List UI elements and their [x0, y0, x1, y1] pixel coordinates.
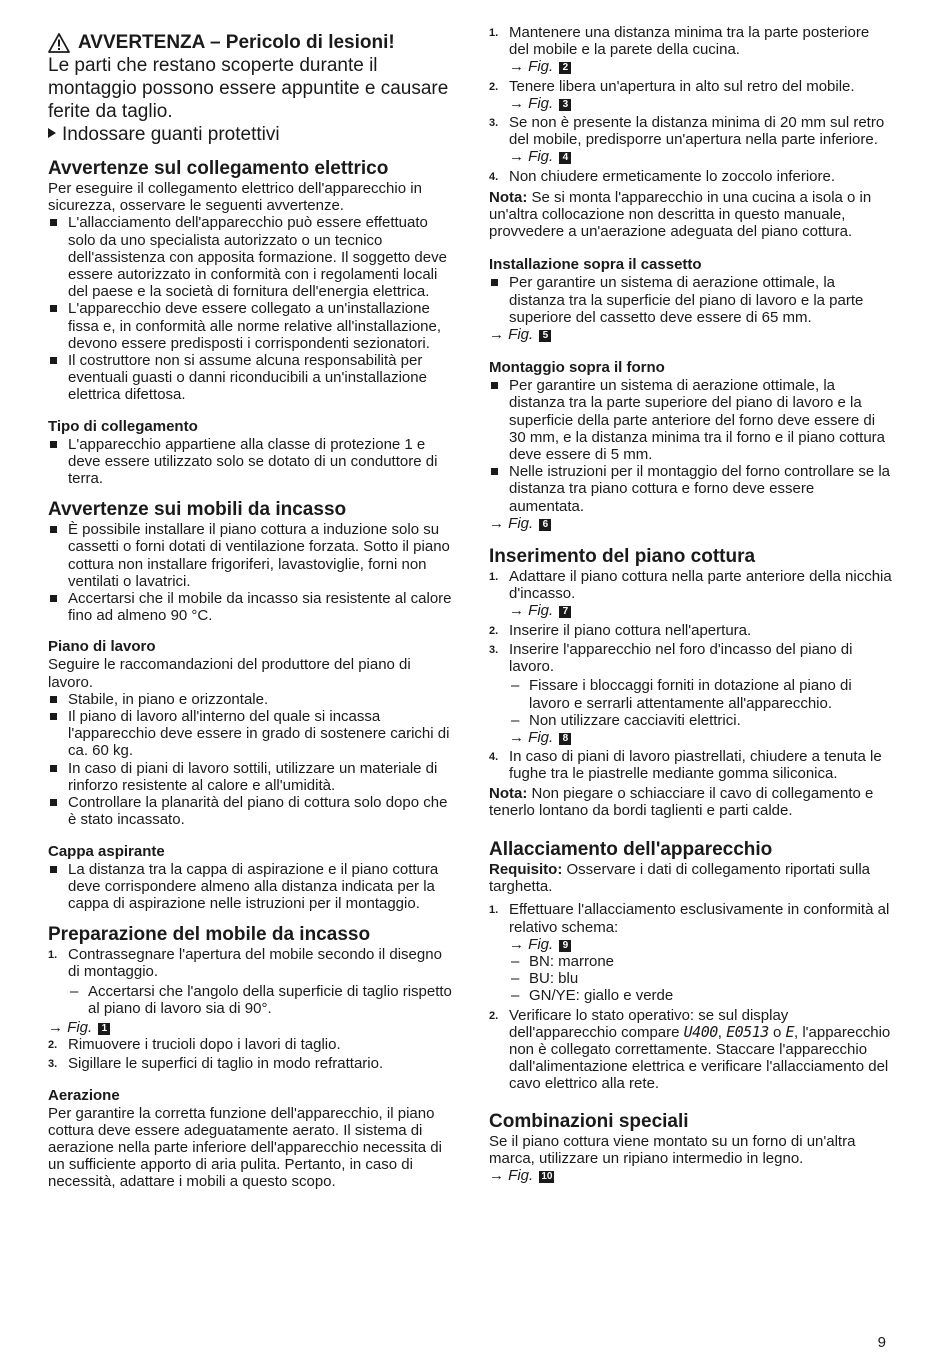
requirement-paragraph [489, 861, 893, 895]
step-item [489, 168, 893, 185]
preparazione-steps-cont [48, 1036, 452, 1072]
sub-item: – GN/YE: giallo e verde [509, 987, 893, 1004]
note-label: Nota: [489, 784, 528, 802]
step-text: Effettuare l'allacciamento esclusivamente in conformità al relativo schema: [509, 901, 890, 936]
elettrico-intro: Per eseguire il collegamento elettrico dell'apparecchio in sicurezza, osservare le seguenti avvertenze. [48, 180, 422, 215]
display-code: E0513 [726, 1022, 769, 1041]
mobili-list [48, 521, 452, 624]
warning-title: AVVERTENZA – Pericolo di lesioni! [78, 32, 395, 53]
step-text: Mantenere una distanza minima tra la parte posteriore del mobile e la parete della cucina. [509, 24, 870, 59]
step-item [48, 946, 452, 1017]
heading-allacciamento: Allacciamento dell'apparecchio [489, 838, 773, 860]
heading-cappa: Cappa aspirante [48, 842, 165, 860]
heading-tipo: Tipo di collegamento [48, 417, 198, 435]
heading-piano-lavoro: Piano di lavoro [48, 638, 156, 656]
warning-heading [48, 32, 452, 54]
figure-number: 2 [559, 62, 571, 74]
figure-number: 3 [559, 99, 571, 111]
warning-text: Le parti che restano scoperte durante il montaggio possono essere appuntite e causare ferite da taglio. [48, 55, 449, 122]
step-text: Tenere libera un'apertura in alto sul retro del mobile. [509, 77, 855, 95]
step-number: 1. [489, 27, 499, 39]
list-item: Controllare la planarità del piano di cottura solo dopo che è stato incassato. [48, 794, 452, 828]
heading-combinazioni: Combinazioni speciali [489, 1110, 689, 1132]
or-word: o [772, 1023, 782, 1041]
step-number: 2. [489, 624, 499, 637]
step-item: 2. Verificare lo stato operativo: se sul display dell'apparecchio compare U400, E0513 o E, l'apparecchio non è collegato correttamente. Staccare l'apparecchio dall'alimentazione elettrica e verificare l'allacciamento del cavo elettrico alla rete. [489, 1006, 891, 1093]
piano-lavoro-list [48, 691, 452, 829]
allacciamento-steps [489, 901, 893, 1092]
figure-reference: → Fig. 1 [48, 1019, 452, 1036]
display-code: U400 [683, 1022, 718, 1041]
figure-reference: → Fig. 7 [509, 602, 893, 619]
step-text: Sigillare le superfici di taglio in modo refrattario. [68, 1055, 384, 1073]
step-number: 2. [48, 1039, 58, 1052]
heading-preparazione: Preparazione del mobile da incasso [48, 924, 371, 946]
figure-number: 5 [539, 330, 551, 342]
figure-reference: → Fig. 8 [509, 729, 893, 746]
step-item [489, 622, 893, 639]
list-item: Per garantire un sistema di aerazione ottimale, la distanza tra la parte superiore del piano di lavoro e la superficie della parte anteriore del forno deve essere di 30 mm, e la distanza minima tra il forno e il piano cottura deve essere di 5 mm. [489, 377, 893, 463]
step-number: 4. [489, 170, 499, 183]
figure-reference: → Fig. 5 [489, 326, 893, 343]
step-text: Se non è presente la distanza minima di 20 mm sul retro del mobile, predisporre un'apertura nella parte inferiore. [509, 114, 885, 149]
step-text: Adattare il piano cottura nella parte anteriore della nicchia d'incasso. [509, 568, 892, 603]
note-text: Se si monta l'apparecchio in una cucina a isola o in un'altra collocazione non descritta in questo manuale, provvedere a un'aerazione adeguata del piano cottura. [489, 188, 872, 241]
list-item: È possibile installare il piano cottura a induzione solo su cassetti o forni dotati di ventilazione forzata. Sotto il piano cottura non installare frigoriferi, lavastoviglie, forni non ventilati o lavatrici. [48, 521, 452, 590]
cassetto-list [489, 274, 893, 326]
heading-aerazione: Aerazione [48, 1086, 120, 1104]
step-item [489, 114, 893, 166]
aerazione-steps [489, 24, 893, 185]
heading-cassetto: Installazione sopra il cassetto [489, 256, 702, 274]
list-item: In caso di piani di lavoro sottili, utilizzare un materiale di rinforzo resistente al calore e all'umidità. [48, 760, 452, 794]
note-paragraph [489, 785, 893, 819]
list-item: Accertarsi che il mobile da incasso sia resistente al calore fino ad almeno 90 °C. [48, 590, 452, 624]
step-number: 2. [489, 1009, 499, 1022]
requirement-text: Osservare i dati di collegamento riportati sulla targhetta. [489, 860, 870, 896]
step-number: 1. [489, 904, 499, 917]
step-item [489, 641, 893, 746]
figure-reference: → Fig. 4 [509, 148, 893, 165]
step-text: Inserire l'apparecchio nel foro d'incasso del piano di lavoro. [509, 640, 853, 676]
note-text: Non piegare o schiacciare il cavo di collegamento e tenerlo lontano da bordi taglienti e parti calde. [489, 784, 874, 819]
figure-number: 10 [541, 1170, 553, 1182]
inserimento-steps [489, 568, 893, 782]
forno-list [489, 377, 893, 515]
step-number: 3. [48, 1058, 58, 1071]
requirement-label: Requisito: [489, 860, 563, 878]
note-label: Nota: [489, 188, 528, 206]
figure-reference: → Fig. 2 [509, 58, 893, 75]
sub-list [509, 953, 893, 1005]
figure-reference: → Fig. 6 [489, 515, 893, 532]
step-text: In caso di piani di lavoro piastrellati, chiudere a tenuta le fughe tra le piastrelle mediante gomma siliconica. [509, 748, 882, 783]
step-item [489, 78, 893, 112]
heading-inserimento: Inserimento del piano cottura [489, 546, 756, 568]
sub-item: – BU: blu [509, 970, 893, 987]
sub-list [509, 677, 893, 729]
list-item: L'allacciamento dell'apparecchio può essere effettuato solo da uno specialista autorizzato o un tecnico dell'assistenza con apposita formazione. Il soggetto deve essere autorizzato in conformità con i regolamenti locali del paese e la società di fornitura dell'energia elettrica. [48, 214, 452, 300]
combinazioni-text: Se il piano cottura viene montato su un forno di un'altra marca, utilizzare un ripiano intermedio in legno. [489, 1132, 856, 1167]
step-text: Contrassegnare l'apertura del mobile secondo il disegno di montaggio. [68, 946, 442, 981]
aerazione-text: Per garantire la corretta funzione dell'apparecchio, il piano cottura deve essere adeguatamente aerato. Il sistema di aerazione nella parte inferiore dell'apparecchio necessita di un sufficiente apporto di aria pulita. Pertanto, in caso di necessità, adattare i mobili a questo scopo. [48, 1104, 442, 1191]
heading-elettrico: Avvertenze sul collegamento elettrico [48, 158, 389, 179]
step-text: Non chiudere ermeticamente lo zoccolo inferiore. [509, 167, 835, 185]
figure-reference: → Fig. 10 [489, 1166, 553, 1184]
step-item [48, 1055, 452, 1072]
figure-number: 6 [539, 519, 551, 531]
list-item: L'apparecchio appartiene alla classe di protezione 1 e deve essere utilizzato solo se dotato di un conduttore di terra. [48, 436, 452, 488]
heading-forno: Montaggio sopra il forno [489, 359, 665, 377]
cappa-list [48, 861, 452, 913]
figure-number: 9 [559, 940, 571, 952]
step-text: Verificare lo stato operativo: se sul display dell'apparecchio compare [509, 1006, 789, 1041]
step-item [489, 748, 893, 782]
step-item [48, 1036, 452, 1053]
step-number: 4. [489, 751, 499, 764]
left-column [48, 24, 452, 1191]
note-paragraph [489, 189, 893, 241]
list-item: Stabile, in piano e orizzontale. [48, 691, 452, 708]
figure-reference: → Fig. 3 [509, 95, 893, 112]
sub-item: – Accertarsi che l'angolo della superficie di taglio rispetto al piano di lavoro sia di 90°. [68, 983, 452, 1017]
elettrico-list [48, 214, 452, 403]
step-number: 3. [489, 117, 499, 130]
sub-list [68, 983, 452, 1017]
step-number: 2. [489, 80, 499, 93]
tipo-list [48, 436, 452, 488]
display-code: E [785, 1022, 794, 1041]
step-item [489, 24, 893, 76]
list-item: Nelle istruzioni per il montaggio del forno controllare se la distanza tra piano cottura e forno deve essere aumentata. [489, 463, 893, 515]
list-item: Il costruttore non si assume alcuna responsabilità per eventuali guasti o danni riconducibili a un'installazione elettrica difettosa. [48, 352, 452, 404]
sub-item: – Non utilizzare cacciaviti elettrici. [509, 712, 893, 729]
figure-reference: → Fig. 9 [509, 936, 893, 953]
figure-number: 7 [559, 606, 571, 618]
sub-item: – Fissare i bloccaggi forniti in dotazione al piano di lavoro e serrarli attentamente all'apparecchio. [509, 677, 893, 711]
preparazione-steps [48, 946, 452, 1017]
piano-lavoro-intro: Seguire le raccomandazioni del produttore del piano di lavoro. [48, 656, 411, 691]
figure-number: 8 [559, 733, 571, 745]
step-text: , l'apparecchio non è collegato correttamente. Staccare l'apparecchio dall'alimentazione elettrica e verificare l'allacciamento del cavo elettrico alla rete. [509, 1023, 891, 1093]
list-item: La distanza tra la cappa di aspirazione e il piano cottura deve corrispondere almeno alla distanza indicata per la cappa di aspirazione nelle istruzioni per il montaggio. [48, 861, 452, 913]
warning-action-text: Indossare guanti protettivi [62, 124, 280, 145]
warning-action [48, 123, 452, 146]
triangle-bullet-icon [48, 128, 56, 138]
heading-mobili: Avvertenze sui mobili da incasso [48, 499, 347, 521]
step-item [489, 568, 893, 620]
warning-triangle-icon [48, 33, 70, 53]
step-text: Inserire il piano cottura nell'apertura. [509, 621, 752, 639]
figure-number: 1 [98, 1023, 110, 1035]
page-number: 9 [877, 1334, 886, 1351]
list-item: Per garantire un sistema di aerazione ottimale, la distanza tra la superficie del piano di lavoro e la parte superiore del cassetto deve essere di 65 mm. [489, 274, 893, 326]
sub-item: – BN: marrone [509, 953, 893, 970]
step-item [489, 901, 893, 1004]
step-number: 1. [48, 949, 58, 962]
list-item: L'apparecchio deve essere collegato a un'installazione fissa e, in conformità alle norme relative all'installazione, devono essere predisposti i corrispondenti sezionatori. [48, 300, 452, 352]
figure-number: 4 [559, 152, 571, 164]
step-number: 3. [489, 643, 499, 656]
step-text: Rimuovere i trucioli dopo i lavori di taglio. [68, 1036, 341, 1054]
step-number: 1. [489, 571, 499, 584]
right-column [489, 24, 893, 1184]
list-item: Il piano di lavoro all'interno del quale si incassa l'apparecchio deve essere in grado di sostenere carichi di ca. 60 kg. [48, 708, 452, 760]
